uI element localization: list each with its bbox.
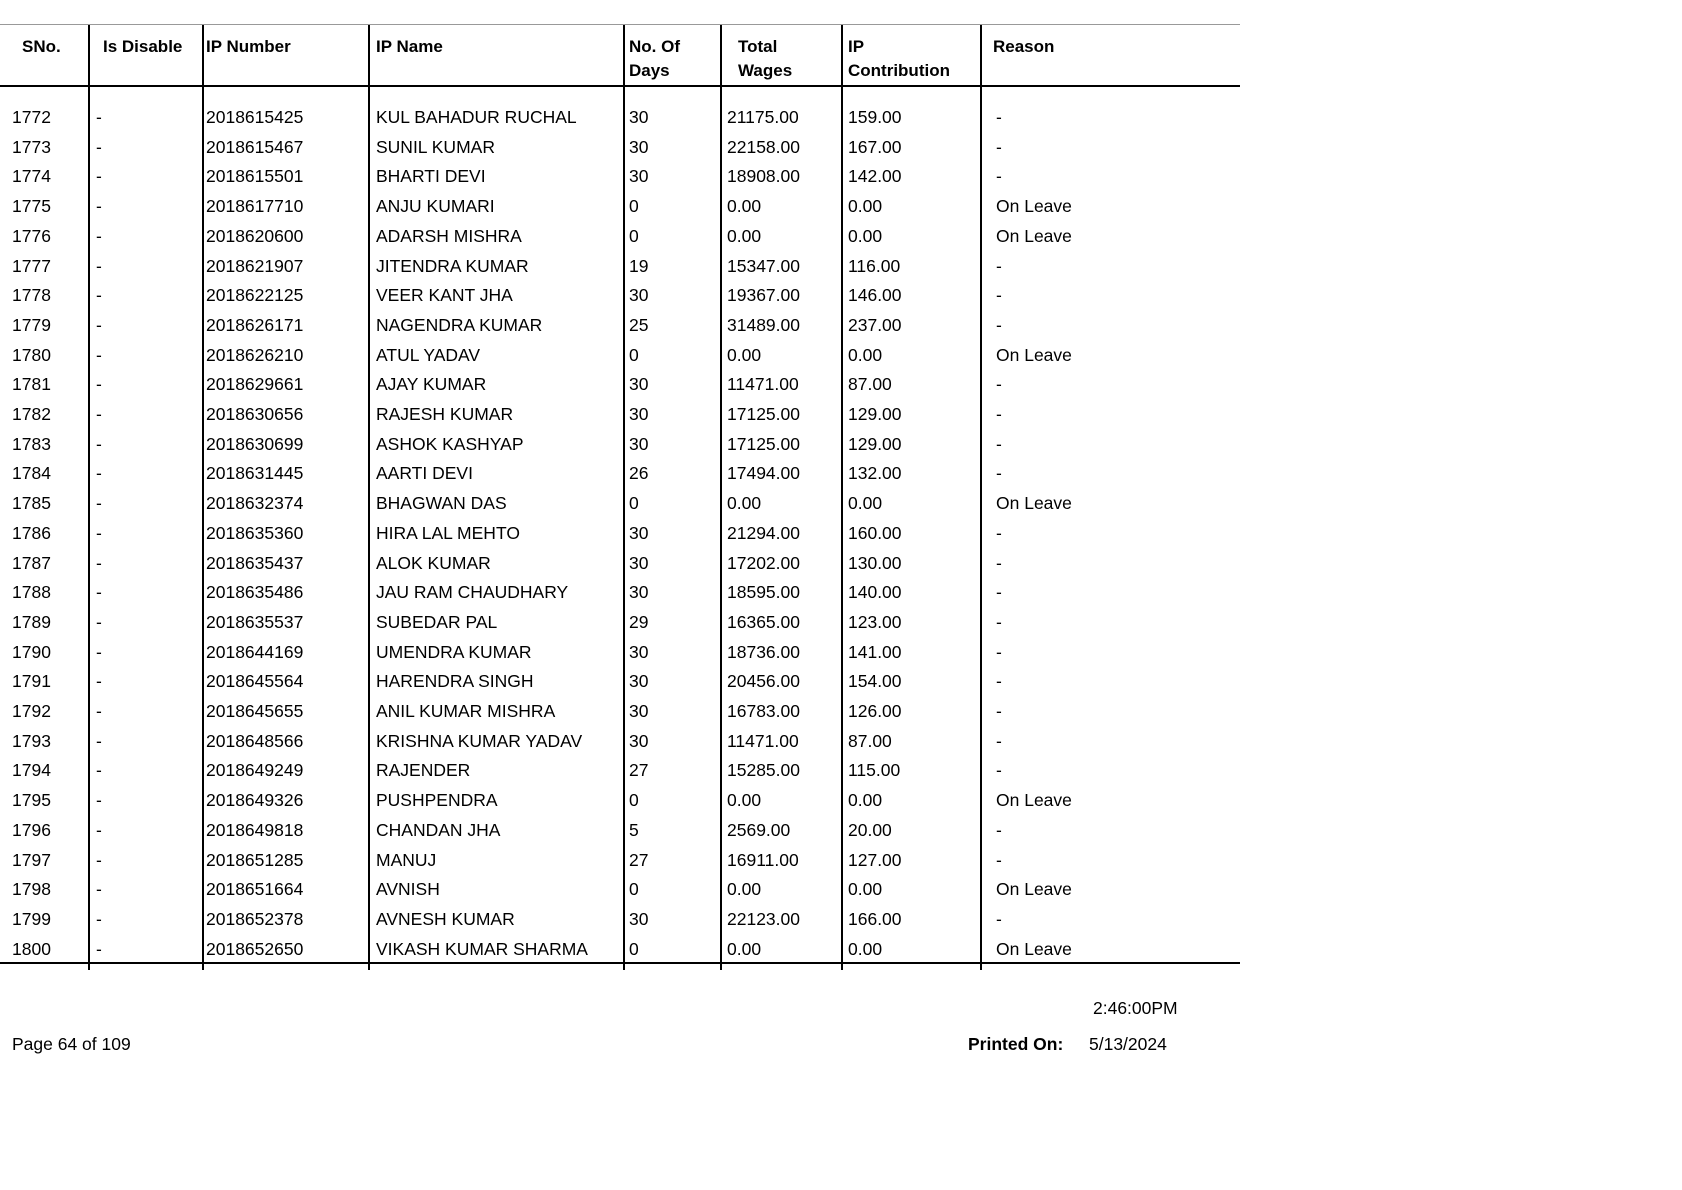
cell-wages: 18908.00 xyxy=(727,166,800,187)
cell-is-disable: - xyxy=(96,225,102,246)
cell-wages: 18595.00 xyxy=(727,582,800,603)
cell-reason: On Leave xyxy=(996,938,1072,959)
cell-contribution: 127.00 xyxy=(848,849,902,870)
cell-days: 0 xyxy=(629,225,639,246)
cell-ip-name: SUBEDAR PAL xyxy=(376,611,498,632)
cell-reason: - xyxy=(996,136,1002,157)
cell-is-disable: - xyxy=(96,552,102,573)
cell-ip-number: 2018645655 xyxy=(206,701,304,721)
cell-wages: 17494.00 xyxy=(727,463,800,484)
cell-ip-number: 2018620600 xyxy=(206,225,304,246)
cell-contribution: 20.00 xyxy=(848,819,892,840)
cell-wages: 21175.00 xyxy=(727,107,799,127)
cell-is-disable: - xyxy=(96,849,102,870)
cell-sno: 1797 xyxy=(12,849,51,870)
cell-days: 30 xyxy=(629,522,649,543)
cell-sno: 1799 xyxy=(12,908,51,929)
cell-reason: - xyxy=(996,285,1002,306)
cell-contribution: 146.00 xyxy=(848,285,902,306)
cell-contribution: 237.00 xyxy=(848,314,902,335)
cell-days: 30 xyxy=(629,671,649,692)
cell-reason: On Leave xyxy=(996,879,1072,900)
table-row xyxy=(0,727,1240,757)
print-time: 2:46:00PM xyxy=(1093,998,1178,1018)
cell-ip-number: 2018615467 xyxy=(206,136,304,157)
cell-wages: 17125.00 xyxy=(727,433,800,454)
table-row xyxy=(0,875,1240,905)
cell-days: 26 xyxy=(629,463,649,484)
cell-sno: 1786 xyxy=(12,522,51,543)
cell-reason: On Leave xyxy=(996,790,1072,811)
cell-reason: - xyxy=(996,819,1002,840)
table-row xyxy=(0,935,1240,965)
cell-ip-number: 2018615501 xyxy=(206,166,304,187)
cell-ip-name: MANUJ xyxy=(376,849,437,870)
cell-is-disable: - xyxy=(96,938,102,959)
cell-ip-number: 2018635360 xyxy=(206,522,304,543)
cell-reason: - xyxy=(996,671,1002,692)
cell-reason: - xyxy=(996,374,1002,395)
cell-contribution: 0.00 xyxy=(848,344,883,365)
cell-ip-number: 2018652378 xyxy=(206,908,304,929)
cell-wages: 0.00 xyxy=(727,938,762,959)
cell-is-disable: - xyxy=(96,790,102,811)
cell-days: 30 xyxy=(629,641,649,662)
cell-is-disable: - xyxy=(96,493,102,514)
cell-days: 0 xyxy=(629,344,639,365)
cell-ip-number: 2018645564 xyxy=(206,671,304,692)
table-row xyxy=(0,222,1240,252)
table-row xyxy=(0,667,1240,697)
cell-reason: - xyxy=(996,314,1002,335)
cell-sno: 1791 xyxy=(12,671,51,692)
cell-ip-name: AVNISH xyxy=(376,879,440,900)
cell-ip-number: 2018635486 xyxy=(206,582,304,603)
cell-days: 30 xyxy=(629,582,649,603)
cell-is-disable: - xyxy=(96,879,102,900)
cell-ip-number: 2018617710 xyxy=(206,196,304,217)
cell-ip-number: 2018621907 xyxy=(206,255,304,276)
cell-reason: - xyxy=(996,760,1002,781)
cell-reason: On Leave xyxy=(996,344,1072,365)
table-row xyxy=(0,756,1240,786)
cell-ip-number: 2018649326 xyxy=(206,790,304,811)
cell-is-disable: - xyxy=(96,196,102,217)
cell-contribution: 0.00 xyxy=(848,938,883,959)
cell-days: 30 xyxy=(629,908,649,929)
table-row xyxy=(0,192,1240,222)
table-row xyxy=(0,489,1240,519)
cell-days: 30 xyxy=(629,166,649,187)
cell-sno: 1773 xyxy=(12,136,51,157)
cell-days: 25 xyxy=(629,314,649,335)
cell-sno: 1800 xyxy=(12,938,51,959)
cell-wages: 0.00 xyxy=(727,225,762,246)
cell-wages: 0.00 xyxy=(727,879,762,900)
cell-sno: 1782 xyxy=(12,404,51,424)
cell-sno: 1787 xyxy=(12,552,51,573)
table-row xyxy=(0,816,1240,846)
cell-reason: - xyxy=(996,641,1002,662)
cell-wages: 16911.00 xyxy=(727,849,799,870)
cell-sno: 1775 xyxy=(12,196,51,217)
table-row xyxy=(0,370,1240,400)
cell-ip-name: UMENDRA KUMAR xyxy=(376,641,532,662)
cell-wages: 16783.00 xyxy=(727,701,800,721)
cell-reason: - xyxy=(996,107,1002,127)
cell-contribution: 0.00 xyxy=(848,225,883,246)
cell-wages: 11471.00 xyxy=(727,730,799,751)
cell-is-disable: - xyxy=(96,611,102,632)
table-row xyxy=(0,638,1240,668)
header-wages-line1: Total xyxy=(738,37,778,56)
cell-sno: 1780 xyxy=(12,344,51,365)
table-row xyxy=(0,133,1240,163)
cell-reason: - xyxy=(996,552,1002,573)
cell-reason: On Leave xyxy=(996,493,1072,514)
cell-is-disable: - xyxy=(96,671,102,692)
cell-wages: 15285.00 xyxy=(727,760,800,781)
cell-wages: 0.00 xyxy=(727,196,762,217)
cell-sno: 1783 xyxy=(12,433,51,454)
cell-contribution: 130.00 xyxy=(848,552,902,573)
cell-ip-number: 2018631445 xyxy=(206,463,304,484)
cell-wages: 22158.00 xyxy=(727,136,800,157)
cell-is-disable: - xyxy=(96,374,102,395)
cell-ip-name: JAU RAM CHAUDHARY xyxy=(376,582,569,603)
cell-wages: 31489.00 xyxy=(727,314,800,335)
cell-ip-name: AVNESH KUMAR xyxy=(376,908,515,929)
cell-wages: 15347.00 xyxy=(727,255,800,276)
cell-is-disable: - xyxy=(96,819,102,840)
cell-is-disable: - xyxy=(96,433,102,454)
cell-days: 27 xyxy=(629,760,649,781)
cell-is-disable: - xyxy=(96,166,102,187)
header-contribution-line2: Contribution xyxy=(848,61,950,80)
cell-contribution: 167.00 xyxy=(848,136,902,157)
header-wages-line2: Wages xyxy=(738,61,793,80)
header-contribution xyxy=(848,25,950,85)
cell-contribution: 166.00 xyxy=(848,908,902,929)
cell-contribution: 141.00 xyxy=(848,641,902,662)
cell-ip-number: 2018632374 xyxy=(206,493,304,514)
cell-ip-name: HARENDRA SINGH xyxy=(376,671,534,692)
header-rule xyxy=(0,85,1240,87)
table-row xyxy=(0,905,1240,935)
cell-days: 0 xyxy=(629,790,639,811)
table-row xyxy=(0,846,1240,876)
cell-sno: 1778 xyxy=(12,285,51,306)
header-sno: SNo. xyxy=(22,37,61,56)
cell-is-disable: - xyxy=(96,107,102,127)
cell-wages: 16365.00 xyxy=(727,611,800,632)
cell-ip-number: 2018630699 xyxy=(206,433,304,454)
cell-sno: 1796 xyxy=(12,819,51,840)
cell-days: 29 xyxy=(629,611,649,632)
cell-ip-number: 2018629661 xyxy=(206,374,304,395)
cell-is-disable: - xyxy=(96,522,102,543)
cell-contribution: 129.00 xyxy=(848,404,902,424)
cell-wages: 0.00 xyxy=(727,344,762,365)
cell-sno: 1793 xyxy=(12,730,51,751)
cell-ip-number: 2018626210 xyxy=(206,344,304,365)
cell-reason: - xyxy=(996,166,1002,187)
cell-days: 0 xyxy=(629,196,639,217)
header-days-line2: Days xyxy=(629,61,670,80)
cell-sno: 1785 xyxy=(12,493,51,514)
cell-wages: 2569.00 xyxy=(727,819,791,840)
cell-contribution: 142.00 xyxy=(848,166,902,187)
cell-days: 30 xyxy=(629,701,649,721)
cell-ip-name: BHAGWAN DAS xyxy=(376,493,507,514)
table-row xyxy=(0,608,1240,638)
cell-sno: 1792 xyxy=(12,701,51,721)
cell-reason: - xyxy=(996,730,1002,751)
cell-is-disable: - xyxy=(96,463,102,484)
table-header xyxy=(0,25,1240,85)
cell-contribution: 0.00 xyxy=(848,790,883,811)
cell-ip-name: PUSHPENDRA xyxy=(376,790,498,811)
cell-ip-number: 2018651285 xyxy=(206,849,304,870)
cell-contribution: 116.00 xyxy=(848,255,901,276)
cell-days: 0 xyxy=(629,879,639,900)
cell-ip-name: AJAY KUMAR xyxy=(376,374,487,395)
cell-days: 30 xyxy=(629,433,649,454)
cell-is-disable: - xyxy=(96,314,102,335)
cell-wages: 20456.00 xyxy=(727,671,800,692)
table-row xyxy=(0,697,1240,727)
cell-days: 30 xyxy=(629,136,649,157)
cell-ip-name: NAGENDRA KUMAR xyxy=(376,314,543,335)
cell-sno: 1777 xyxy=(12,255,51,276)
cell-ip-number: 2018622125 xyxy=(206,285,304,306)
cell-contribution: 87.00 xyxy=(848,374,892,395)
cell-contribution: 159.00 xyxy=(848,107,902,127)
cell-is-disable: - xyxy=(96,908,102,929)
cell-ip-name: ASHOK KASHYAP xyxy=(376,433,524,454)
cell-days: 30 xyxy=(629,552,649,573)
cell-ip-name: ANJU KUMARI xyxy=(376,196,495,217)
header-days xyxy=(629,25,680,85)
cell-reason: - xyxy=(996,404,1002,424)
table-bottom-rule xyxy=(0,962,1240,964)
cell-days: 30 xyxy=(629,107,649,127)
cell-ip-name: ADARSH MISHRA xyxy=(376,225,522,246)
printed-on-date: 5/13/2024 xyxy=(1089,1034,1167,1054)
cell-ip-name: HIRA LAL MEHTO xyxy=(376,522,520,543)
cell-reason: - xyxy=(996,522,1002,543)
cell-contribution: 0.00 xyxy=(848,196,883,217)
cell-ip-name: JITENDRA KUMAR xyxy=(376,255,529,276)
cell-contribution: 154.00 xyxy=(848,671,902,692)
cell-contribution: 123.00 xyxy=(848,611,902,632)
cell-contribution: 132.00 xyxy=(848,463,902,484)
cell-ip-name: BHARTI DEVI xyxy=(376,166,486,187)
cell-ip-number: 2018630656 xyxy=(206,404,304,424)
cell-days: 30 xyxy=(629,285,649,306)
cell-wages: 21294.00 xyxy=(727,522,800,543)
cell-sno: 1798 xyxy=(12,879,51,900)
cell-days: 30 xyxy=(629,404,649,424)
cell-ip-number: 2018649818 xyxy=(206,819,304,840)
cell-wages: 17202.00 xyxy=(727,552,800,573)
printed-on-label: Printed On: xyxy=(968,1034,1064,1054)
cell-days: 27 xyxy=(629,849,649,870)
cell-ip-number: 2018648566 xyxy=(206,730,304,751)
cell-sno: 1788 xyxy=(12,582,51,603)
cell-ip-number: 2018644169 xyxy=(206,641,304,662)
cell-sno: 1790 xyxy=(12,641,51,662)
table-row xyxy=(0,400,1240,430)
cell-days: 19 xyxy=(629,255,649,276)
cell-contribution: 160.00 xyxy=(848,522,902,543)
cell-contribution: 115.00 xyxy=(848,760,901,781)
cell-is-disable: - xyxy=(96,582,102,603)
page-indicator: Page 64 of 109 xyxy=(12,1034,131,1054)
header-ip-number: IP Number xyxy=(206,37,291,56)
cell-ip-name: ALOK KUMAR xyxy=(376,552,491,573)
cell-ip-number: 2018615425 xyxy=(206,107,304,127)
cell-ip-name: SUNIL KUMAR xyxy=(376,136,495,157)
cell-is-disable: - xyxy=(96,760,102,781)
table-row xyxy=(0,162,1240,192)
cell-is-disable: - xyxy=(96,255,102,276)
cell-is-disable: - xyxy=(96,136,102,157)
cell-contribution: 87.00 xyxy=(848,730,892,751)
table-row xyxy=(0,252,1240,282)
cell-sno: 1776 xyxy=(12,225,51,246)
cell-is-disable: - xyxy=(96,730,102,751)
cell-ip-name: AARTI DEVI xyxy=(376,463,473,484)
cell-reason: - xyxy=(996,701,1002,721)
cell-wages: 22123.00 xyxy=(727,908,800,929)
cell-wages: 18736.00 xyxy=(727,641,800,662)
cell-reason: - xyxy=(996,849,1002,870)
cell-ip-name: VIKASH KUMAR SHARMA xyxy=(376,938,588,959)
cell-wages: 0.00 xyxy=(727,790,762,811)
cell-sno: 1794 xyxy=(12,760,51,781)
cell-sno: 1784 xyxy=(12,463,51,484)
table-row xyxy=(0,311,1240,341)
cell-reason: On Leave xyxy=(996,225,1072,246)
cell-sno: 1789 xyxy=(12,611,51,632)
cell-days: 0 xyxy=(629,938,639,959)
header-reason: Reason xyxy=(993,37,1055,56)
cell-wages: 0.00 xyxy=(727,493,762,514)
header-days-line1: No. Of xyxy=(629,37,680,56)
cell-contribution: 0.00 xyxy=(848,493,883,514)
cell-ip-name: CHANDAN JHA xyxy=(376,819,501,840)
table-row xyxy=(0,103,1240,133)
cell-is-disable: - xyxy=(96,701,102,721)
table-row xyxy=(0,549,1240,579)
cell-ip-name: RAJENDER xyxy=(376,760,471,781)
cell-ip-number: 2018635537 xyxy=(206,611,304,632)
cell-ip-name: RAJESH KUMAR xyxy=(376,404,514,424)
cell-ip-number: 2018626171 xyxy=(206,314,304,335)
cell-sno: 1774 xyxy=(12,166,51,187)
cell-wages: 19367.00 xyxy=(727,285,800,306)
table-row xyxy=(0,786,1240,816)
header-contribution-line1: IP xyxy=(848,37,865,56)
cell-ip-number: 2018652650 xyxy=(206,938,304,959)
cell-reason: - xyxy=(996,463,1002,484)
table-row xyxy=(0,341,1240,371)
cell-days: 30 xyxy=(629,374,649,395)
cell-reason: - xyxy=(996,908,1002,929)
table-row xyxy=(0,281,1240,311)
cell-is-disable: - xyxy=(96,641,102,662)
cell-wages: 17125.00 xyxy=(727,404,800,424)
cell-ip-number: 2018651664 xyxy=(206,879,304,900)
cell-ip-name: KUL BAHADUR RUCHAL xyxy=(376,107,577,127)
cell-ip-name: VEER KANT JHA xyxy=(376,285,513,306)
table-row xyxy=(0,430,1240,460)
cell-is-disable: - xyxy=(96,344,102,365)
header-wages xyxy=(738,25,792,85)
cell-is-disable: - xyxy=(96,285,102,306)
cell-reason: On Leave xyxy=(996,196,1072,217)
cell-reason: - xyxy=(996,582,1002,603)
cell-days: 0 xyxy=(629,493,639,514)
cell-ip-name: ANIL KUMAR MISHRA xyxy=(376,701,556,721)
header-is-disable: Is Disable xyxy=(103,37,183,56)
cell-reason: - xyxy=(996,433,1002,454)
cell-sno: 1795 xyxy=(12,790,51,811)
cell-is-disable: - xyxy=(96,404,102,424)
cell-sno: 1781 xyxy=(12,374,51,395)
header-ip-name: IP Name xyxy=(376,37,443,56)
table-row xyxy=(0,578,1240,608)
cell-sno: 1779 xyxy=(12,314,51,335)
cell-ip-number: 2018649249 xyxy=(206,760,304,781)
cell-contribution: 140.00 xyxy=(848,582,902,603)
cell-reason: - xyxy=(996,255,1002,276)
cell-days: 30 xyxy=(629,730,649,751)
cell-ip-name: KRISHNA KUMAR YADAV xyxy=(376,730,583,751)
cell-ip-number: 2018635437 xyxy=(206,552,304,573)
cell-contribution: 129.00 xyxy=(848,433,902,454)
table-row xyxy=(0,519,1240,549)
cell-wages: 11471.00 xyxy=(727,374,799,395)
cell-reason: - xyxy=(996,611,1002,632)
cell-days: 5 xyxy=(629,819,639,840)
cell-contribution: 0.00 xyxy=(848,879,883,900)
cell-sno: 1772 xyxy=(12,107,51,127)
table-row xyxy=(0,459,1240,489)
cell-ip-name: ATUL YADAV xyxy=(376,344,481,365)
cell-contribution: 126.00 xyxy=(848,701,902,721)
